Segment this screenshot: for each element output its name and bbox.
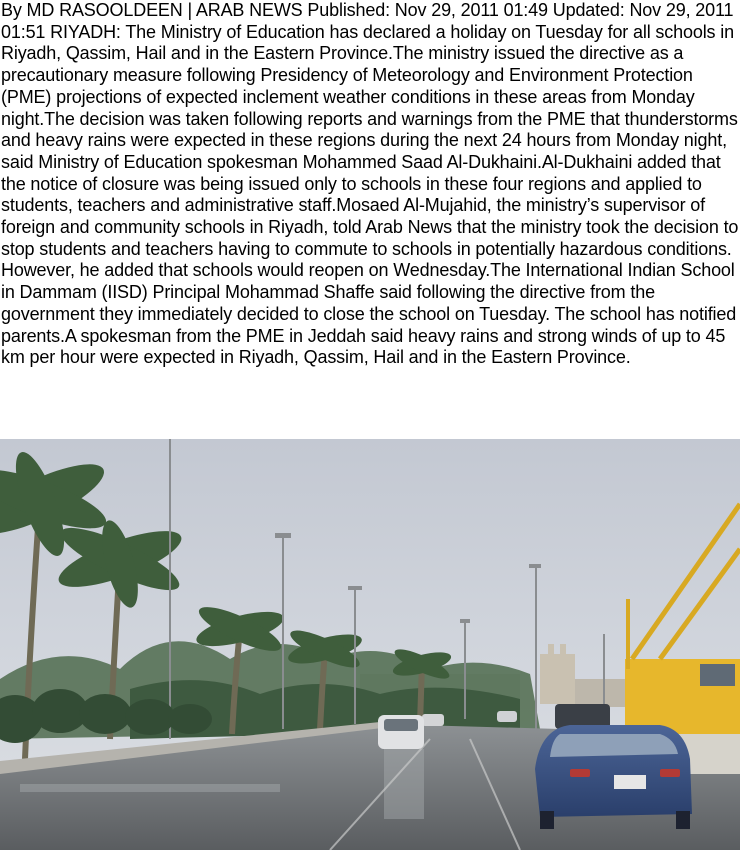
rainy-street-photo (0, 439, 740, 850)
article-body: The Ministry of Education has declared a holiday on Tuesday for all schools in Riyadh, Qassim, Hail and in the Eastern Province.The ministry issued the directive as a precautionary measure following Presidency of Meteorology and Environment Protection (PME) projections of expected inclement weather conditions in these areas from Monday night.The decision was taken following reports and warnings from the PME that thunderstorms and heavy rains were expected in these regions during the next 24 hours from Monday night, said Ministry of Education spokesman Mohammed Saad Al-Dukhaini.Al-Dukhaini added that the notice of closure was being issued only to schools in these four regions and applied to students, teachers and administrative staff.Mosaed Al-Mujahid, the ministry’s supervisor of foreign and community schools in Riyadh, told Arab News that the ministry took the decision to stop students and teachers having to commute to schools in potentially hazardous conditions. However, he added that schools would reopen on Wednesday.The International Indian School in Dammam (IISD) Principal Mohammad Shaffe said following the directive from the government they immediately decided to close the school on Tuesday. The school has notified parents.A spokesman from the PME in Jeddah said heavy rains and strong winds of up to 45 km per hour were expected in Riyadh, Qassim, Hail and in the Eastern Province. (1, 21, 739, 368)
article-text (0, 0, 739, 369)
article-byline: By MD RASOOLDEEN | ARAB NEWS Published: Nov 29, 2011 01:49 Updated: Nov 29, 2011 01:51 RIYADH: (1, 0, 734, 42)
